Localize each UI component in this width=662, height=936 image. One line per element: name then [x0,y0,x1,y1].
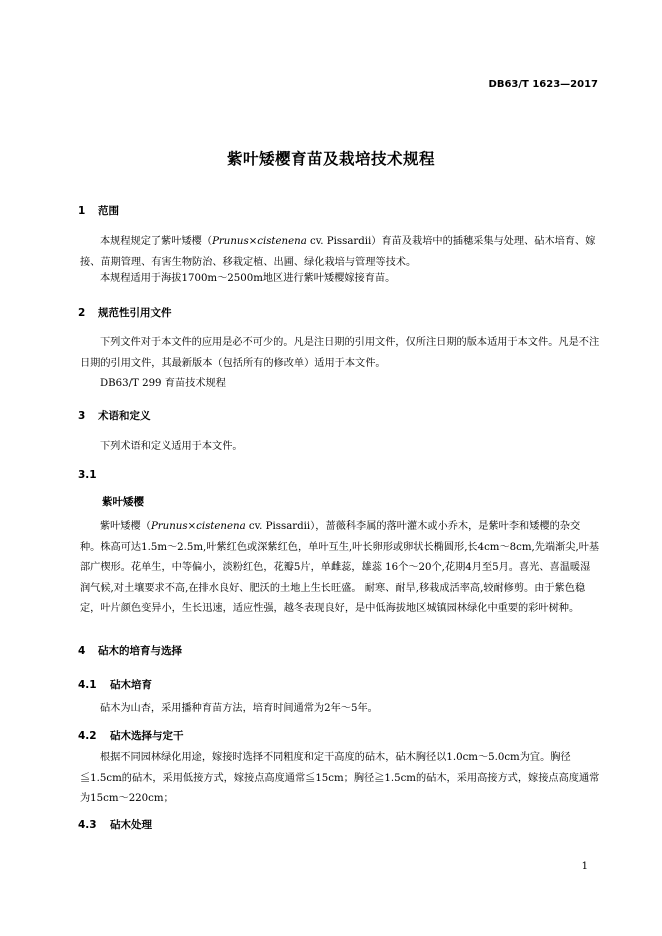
text-run: cv. Pissardii）育苗及栽培中的插穗采集与处理、砧木培育、嫁接、苗期管理、有害生物防治、移栽定植、出圃、绿化栽培与管理等技术。 [80,236,596,268]
subsection-heading-4-1 [78,677,152,692]
standard-number: DB63/T 1623—2017 [488,79,598,90]
paragraph-terms-intro: 下列术语和定义适用于本文件。 [100,441,243,452]
section-number: 2 [78,307,86,319]
section-number: 4.1 [78,679,97,691]
paragraph-rootstock-selection: 根据不同园林绿化用途，嫁接时选择不同粗度和定干高度的砧木，砧木胸径以1.0cm～5.0cm为宜。胸径≦1.5cm的砧木，采用低接方式，嫁接点高度通常≦15cm；胸径≧1.5cm的砧木，采用高接方式，嫁接点高度通常为15cm～220cm； [80,752,600,804]
section-title: 砧木处理 [110,819,152,831]
term-name: 紫叶矮樱 [102,496,144,508]
section-number: 4.2 [78,730,97,742]
section-heading-4 [78,643,182,658]
subsection-number-3-1: 3.1 [78,469,97,481]
reference-item: DB63/T 299 育苗技术规程 [100,378,226,389]
section-title: 规范性引用文件 [98,307,172,319]
subsection-heading-4-3 [78,817,152,832]
section-number: 4.3 [78,819,97,831]
subsection-heading-4-2 [78,728,184,743]
paragraph-scope [80,232,600,273]
term-definition [80,517,600,620]
section-title: 范围 [98,205,119,217]
text-run: cv. Pissardii），蔷薇科李属的落叶灌木或小乔木，是紫叶李和矮樱的杂交种。株高可达1.5m～2.5m,叶紫红色或深紫红色，单叶互生,叶长卵形或卵状长椭圆形,长4cm～8cm,先端渐尖,叶基部广楔形。花单生，中等偏小，淡粉红色，花瓣5片，单雌蕊，雄蕊 16个～20个,花期4月至5月。喜光、喜温暖湿润气候,对土壤要求不高,在排水良好、肥沃的土地上生长旺盛。 耐寒、耐旱,移栽成活率高,较耐修剪。由于紫色稳定，叶片颜色变异小，生长迅速，适应性强，越冬表现良好，是中低海拔地区城镇园林绿化中重要的彩叶树种。 [80,521,600,614]
document-title: 紫叶矮樱育苗及栽培技术规程 [226,150,435,168]
page-number: 1 [581,861,588,872]
section-title: 砧木的培育与选择 [98,645,182,657]
latin-name: Prunus×cistenena [212,236,307,247]
section-title: 术语和定义 [98,410,151,422]
text-run: 紫叶矮樱（ [100,521,151,532]
section-number: 4 [78,645,86,657]
latin-name: Prunus×cistenena [150,521,246,532]
section-title: 砧木培育 [110,679,152,691]
section-number: 1 [78,205,86,217]
paragraph-applicability: 本规程适用于海拔1700m～2500m地区进行紫叶矮樱嫁接育苗。 [100,273,396,284]
paragraph-normative-refs: 下列文件对于本文件的应用是必不可少的。凡是注日期的引用文件，仅所注日期的版本适用于本文件。凡是不注日期的引用文件，其最新版本（包括所有的修改单）适用于本文件。 [80,337,600,369]
section-title: 砧木选择与定干 [110,730,184,742]
text-run: 本规程规定了紫叶矮樱（ [100,236,213,247]
section-heading-3 [78,408,151,423]
section-heading-2 [78,305,172,320]
section-number: 3 [78,410,86,422]
paragraph-rootstock-cultivation: 砧木为山杏，采用播种育苗方法，培育时间通常为2年～5年。 [100,703,378,714]
section-heading-1 [78,203,119,218]
